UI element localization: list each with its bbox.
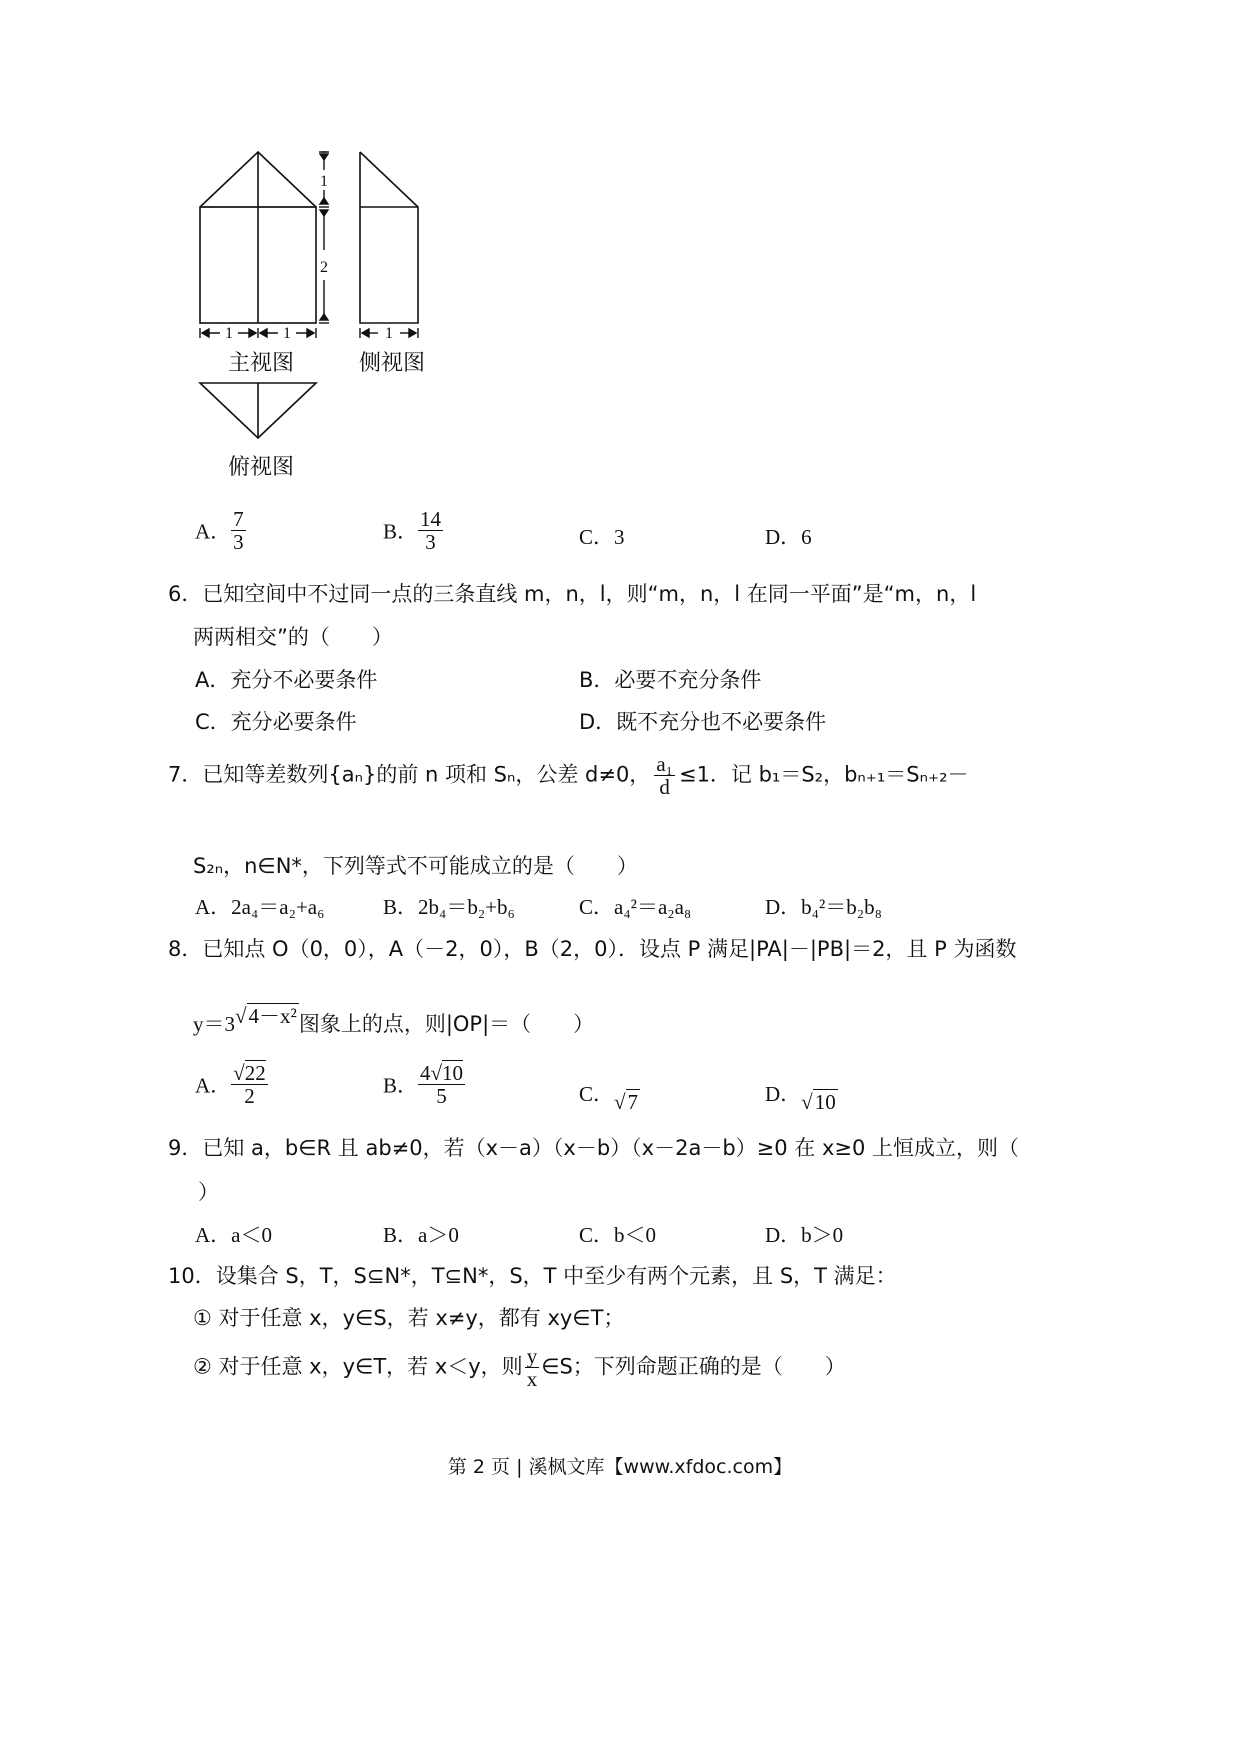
q7-stem-line1-pre: 7．已知等差数列{aₙ}的前 n 项和 Sₙ，公差 d≠0， — [168, 762, 651, 787]
q8-option-b-radicand: 10 — [442, 1061, 464, 1085]
q8-option-b-coefficient: 4 — [420, 1061, 431, 1085]
q7-option-b[interactable]: B．2b₄＝b₂+b₆ — [383, 895, 515, 919]
front-view-label: 主视图 — [228, 351, 295, 376]
q10-condition-2 — [193, 1345, 846, 1390]
q8-option-d-radicand: 10 — [814, 1090, 836, 1114]
q5-option-d[interactable]: D．6 — [765, 525, 812, 549]
q10-condition-1: ① 对于任意 x，y∈S，若 x≠y，都有 xy∈T； — [193, 1306, 625, 1330]
q8-option-c-label: C． — [579, 1082, 615, 1106]
q7-option-a[interactable]: A．2a₄＝a₂+a₆ — [195, 895, 325, 919]
q10-condition-2-pre: ② 对于任意 x，y∈T，若 x＜y，则 — [193, 1354, 523, 1379]
q8-option-b-label: B． — [383, 1073, 419, 1098]
q6-option-a[interactable]: A．充分不必要条件 — [195, 668, 378, 692]
q6-option-c[interactable]: C．充分必要条件 — [195, 710, 357, 734]
q5-option-b[interactable] — [383, 508, 443, 553]
page-footer: 第 2 页 | 溪枫文库【www.xfdoc.com】 — [447, 1456, 793, 1478]
q8-option-d-label: D． — [765, 1082, 802, 1106]
q5-option-b-numerator: 14 — [420, 507, 442, 531]
q8-option-b[interactable]: B． $\frac{4√10}{5}$ — [383, 1061, 464, 1109]
q8-option-c[interactable]: C．√7 — [579, 1082, 639, 1114]
q10-stem-line1: 10．设集合 S，T，S⊆N*，T⊆N*，S，T 中至少有两个元素，且 S，T 满足： — [168, 1264, 897, 1288]
q8-option-a-label: A． — [195, 1073, 232, 1098]
q8-option-a-radicand: 22 — [244, 1061, 266, 1085]
dim-label-front-left: 1 — [225, 325, 233, 342]
q7-fraction-numerator: a₁ — [656, 752, 673, 776]
q5-option-b-denominator: 3 — [425, 530, 436, 555]
q10-fraction-denominator: x — [526, 1367, 538, 1392]
q5-option-b-label: B． — [383, 519, 419, 544]
q5-option-c[interactable]: C．3 — [579, 525, 625, 549]
q8-stem-line2-post: 图象上的点，则|OP|＝（ ） — [298, 1012, 595, 1036]
side-view-label: 侧视图 — [359, 351, 426, 376]
q9-option-a[interactable]: A．a＜0 — [195, 1223, 272, 1247]
q9-option-b[interactable]: B．a＞0 — [383, 1223, 459, 1247]
q6-stem-line2: 两两相交”的（ ） — [193, 625, 393, 649]
dim-label-front-right: 1 — [283, 325, 291, 342]
q7-option-d[interactable]: D．b₄²＝b₂b₈ — [765, 895, 882, 919]
q7-stem-line2: S₂ₙ，n∈N*，下列等式不可能成立的是（ ） — [193, 854, 638, 878]
dim-label-1-top: 1 — [320, 173, 328, 190]
q8-function-prefix: y＝3 — [193, 1012, 235, 1036]
q8-sqrt: √4－x² — [235, 1004, 297, 1028]
q5-option-a[interactable] — [195, 508, 246, 553]
top-view-label: 俯视图 — [228, 455, 295, 480]
q5-option-a-label: A． — [195, 519, 232, 544]
q8-sqrt-radicand: 4－x² — [248, 1004, 297, 1028]
q9-stem-line1: 9．已知 a，b∈R 且 ab≠0，若（x－a）（x－b）（x－2a－b）≥0 在 x≥0 上恒成立，则（ — [168, 1136, 1020, 1160]
q6-option-b[interactable]: B．必要不充分条件 — [579, 668, 762, 692]
q7-option-c[interactable]: C．a₄²＝a₂a₈ — [579, 895, 692, 919]
q8-option-c-radicand: 7 — [627, 1090, 639, 1114]
q7-fraction-denominator: d — [659, 775, 670, 800]
q8-stem-line1: 8．已知点 O（0，0），A（－2，0），B（2，0）．设点 P 满足|PA|－|PB|＝2，且 P 为函数 — [168, 937, 1017, 961]
q8-option-b-denominator: 5 — [436, 1084, 447, 1109]
q9-stem-line2: ） — [198, 1180, 219, 1204]
q8-stem-line2 — [193, 1000, 594, 1038]
q5-option-a-denominator: 3 — [233, 530, 244, 555]
q8-option-a[interactable]: A． $\frac{√22}{2}$ — [195, 1061, 266, 1109]
q9-option-c[interactable]: C．b＜0 — [579, 1223, 657, 1247]
three-view-drawing — [190, 140, 450, 450]
q8-option-a-denominator: 2 — [244, 1084, 255, 1109]
q7-stem-line1-post: ≤1．记 b₁＝S₂，bₙ₊₁＝Sₙ₊₂－ — [678, 762, 969, 787]
q5-option-a-numerator: 7 — [233, 507, 244, 531]
q7-stem-line1 — [168, 753, 969, 798]
q10-condition-2-post: ∈S；下列命题正确的是（ ） — [541, 1354, 846, 1379]
dim-label-2: 2 — [320, 259, 328, 276]
q8-option-d[interactable]: D．√10 — [765, 1082, 836, 1114]
q6-stem-line1: 6．已知空间中不过同一点的三条直线 m，n，l，则“m，n，l 在同一平面”是“m，n，l — [168, 582, 977, 606]
q6-option-d[interactable]: D．既不充分也不必要条件 — [579, 710, 827, 734]
q9-option-d[interactable]: D．b＞0 — [765, 1223, 844, 1247]
q10-fraction-numerator: y — [526, 1344, 538, 1368]
dim-label-side: 1 — [385, 325, 393, 342]
